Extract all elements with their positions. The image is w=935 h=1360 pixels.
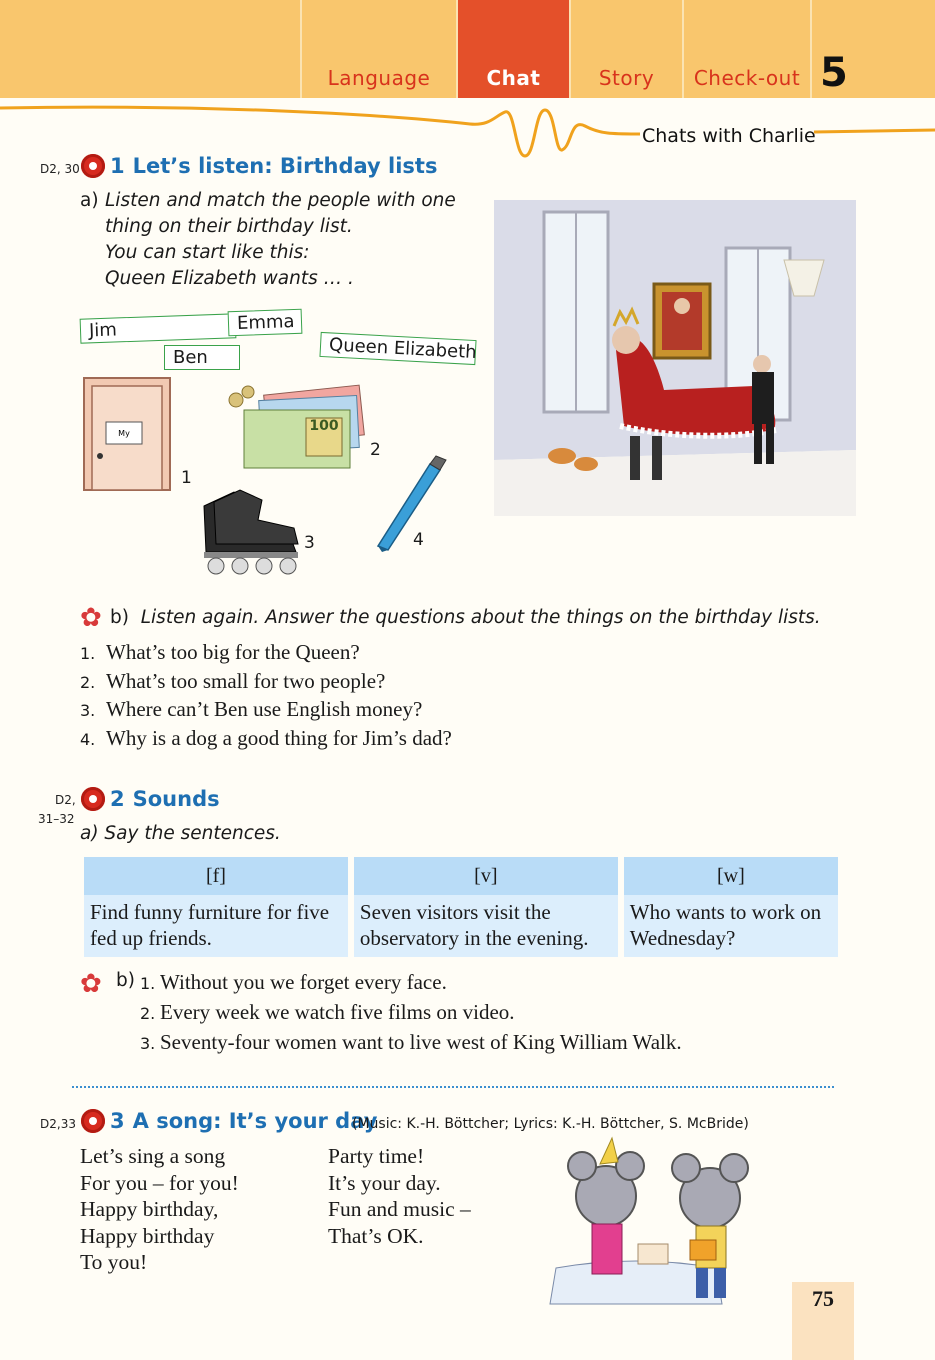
- tab-language[interactable]: [300, 0, 456, 98]
- queen-ballroom-illustration: [494, 200, 856, 516]
- audio-code-1: D2, 30: [40, 162, 80, 176]
- table-header: [v]: [354, 857, 618, 895]
- list-number: 1.: [80, 644, 96, 663]
- item-marker: b): [110, 607, 129, 628]
- song-line: Party time!: [328, 1144, 425, 1168]
- page-number: 75: [812, 1286, 834, 1311]
- tab-check-out[interactable]: [682, 0, 810, 98]
- question-text: Where can’t Ben use English money?: [106, 697, 423, 721]
- unit-number: 5: [820, 50, 848, 96]
- instruction-line: Listen and match the people with one: [105, 190, 456, 211]
- list-number: 4.: [80, 729, 96, 749]
- exercise-2-title: [110, 787, 220, 811]
- exercise-number: 1: [110, 154, 125, 178]
- tab-chat[interactable]: [456, 0, 569, 98]
- exercise-1-title: [110, 154, 437, 178]
- instruction-line: thing on their birthday list.: [105, 216, 353, 237]
- exercise-title-text: A song: It’s your day: [132, 1109, 378, 1133]
- song-line: It’s your day.: [328, 1170, 441, 1195]
- song-column-1: [80, 1143, 239, 1276]
- list-item: [80, 668, 780, 697]
- question-text: Why is a dog a good thing for Jim’s dad?: [106, 725, 452, 750]
- name-label-emma: Emma: [228, 309, 303, 337]
- chats-with-charlie: Chats with Charlie: [642, 125, 816, 147]
- list-item: [80, 725, 780, 754]
- song-line: Let’s sing a song: [80, 1144, 226, 1168]
- list-item: [140, 968, 860, 998]
- exercise-1b: [110, 605, 830, 631]
- instruction-text: Listen again. Answer the questions about the things on the birthday lists.: [140, 607, 821, 628]
- money-illustration: [226, 380, 366, 474]
- tab-language-label: Language: [327, 66, 431, 90]
- felt-pen-illustration: [370, 454, 450, 552]
- table-cell: [354, 895, 618, 957]
- list-number: 2.: [80, 672, 96, 692]
- tab-check-out-label: Check-out: [693, 66, 801, 90]
- picture-number-1: 1: [181, 468, 192, 488]
- list-number: 3.: [140, 1034, 156, 1053]
- name-label-ben: Ben: [164, 345, 240, 370]
- picture-number-3: 3: [304, 533, 315, 553]
- table-cell-text: Seven visitors visit the observatory in the evening.: [359, 900, 589, 950]
- door-illustration: [82, 372, 177, 494]
- cd-icon[interactable]: [81, 154, 105, 178]
- star-task-icon: ✿: [80, 602, 102, 632]
- sentence-text: Without you we forget every face.: [160, 970, 447, 994]
- list-item: [140, 1028, 860, 1058]
- sounds-table: [78, 857, 844, 957]
- table-cell: Find funny furniture for five fed up friends.: [84, 895, 348, 957]
- svg-text:My: My: [118, 429, 130, 438]
- table-header: [w]: [624, 857, 838, 895]
- song-credits: (Music: K.-H. Böttcher; Lyrics: K.-H. Böttcher, S. McBride): [352, 1116, 749, 1132]
- song-line: That’s OK.: [328, 1223, 424, 1248]
- song-line: For you – for you!: [80, 1170, 239, 1195]
- cd-icon[interactable]: [81, 787, 105, 811]
- exercise-2a: a) Say the sentences.: [80, 823, 281, 844]
- table-header: [f]: [84, 857, 348, 895]
- exercise-number: 3: [110, 1109, 125, 1133]
- cd-icon[interactable]: [81, 1109, 105, 1133]
- exercise-2b-marker: b): [116, 970, 135, 991]
- list-item: [80, 696, 780, 725]
- song-line: To you!: [80, 1250, 148, 1274]
- question-text: What’s too small for two people?: [106, 668, 386, 693]
- tab-story-label: Story: [598, 66, 655, 90]
- tab-story[interactable]: [569, 0, 682, 98]
- song-line: Happy birthday: [80, 1223, 215, 1248]
- exercise-title-text: Let’s listen: Birthday lists: [132, 154, 438, 178]
- exercise-title-text: Sounds: [132, 787, 220, 811]
- list-number: 3.: [80, 701, 96, 720]
- name-label-jim: Jim: [80, 313, 237, 343]
- question-list: [80, 639, 780, 753]
- list-item: [80, 639, 780, 668]
- instruction-lines: [105, 188, 485, 292]
- list-item: [140, 998, 860, 1028]
- page-number-box: [792, 1282, 854, 1360]
- exercise-number: 2: [110, 787, 125, 811]
- picture-number-2: 2: [370, 440, 381, 460]
- svg-text:100: 100: [309, 418, 339, 434]
- sentence-text: Every week we watch five films on video.: [160, 1000, 515, 1024]
- song-line: Happy birthday,: [80, 1197, 219, 1221]
- audio-code-2-line1: D2,: [55, 793, 76, 807]
- question-text: What’s too big for the Queen?: [106, 640, 360, 664]
- exercise-3-title: [110, 1109, 377, 1133]
- picture-number-4: 4: [413, 530, 424, 550]
- instruction-line: Queen Elizabeth wants … .: [105, 268, 354, 289]
- section-divider: [72, 1086, 834, 1088]
- list-number: 1.: [140, 974, 156, 993]
- table-cell: Who wants to work on Wednesday?: [624, 895, 838, 957]
- tab-chat-label: Chat: [486, 66, 541, 90]
- inline-skates-illustration: [194, 486, 304, 578]
- song-line: Fun and music –: [328, 1197, 471, 1221]
- list-number: 2.: [140, 1004, 156, 1023]
- tongue-twister-list: [140, 968, 860, 1058]
- item-marker: a): [80, 190, 99, 211]
- sentence-text: Seventy-four women want to live west of King William Walk.: [160, 1030, 682, 1054]
- audio-code-2-line2: 31–32: [38, 812, 75, 826]
- instruction-line: You can start like this:: [105, 242, 310, 263]
- party-mice-illustration: [546, 1136, 786, 1320]
- song-column-2: [328, 1143, 471, 1249]
- star-task-icon: ✿: [80, 968, 102, 998]
- audio-code-3: D2,33: [40, 1117, 76, 1131]
- name-label-queen-elizabeth: Queen Elizabeth: [319, 332, 476, 365]
